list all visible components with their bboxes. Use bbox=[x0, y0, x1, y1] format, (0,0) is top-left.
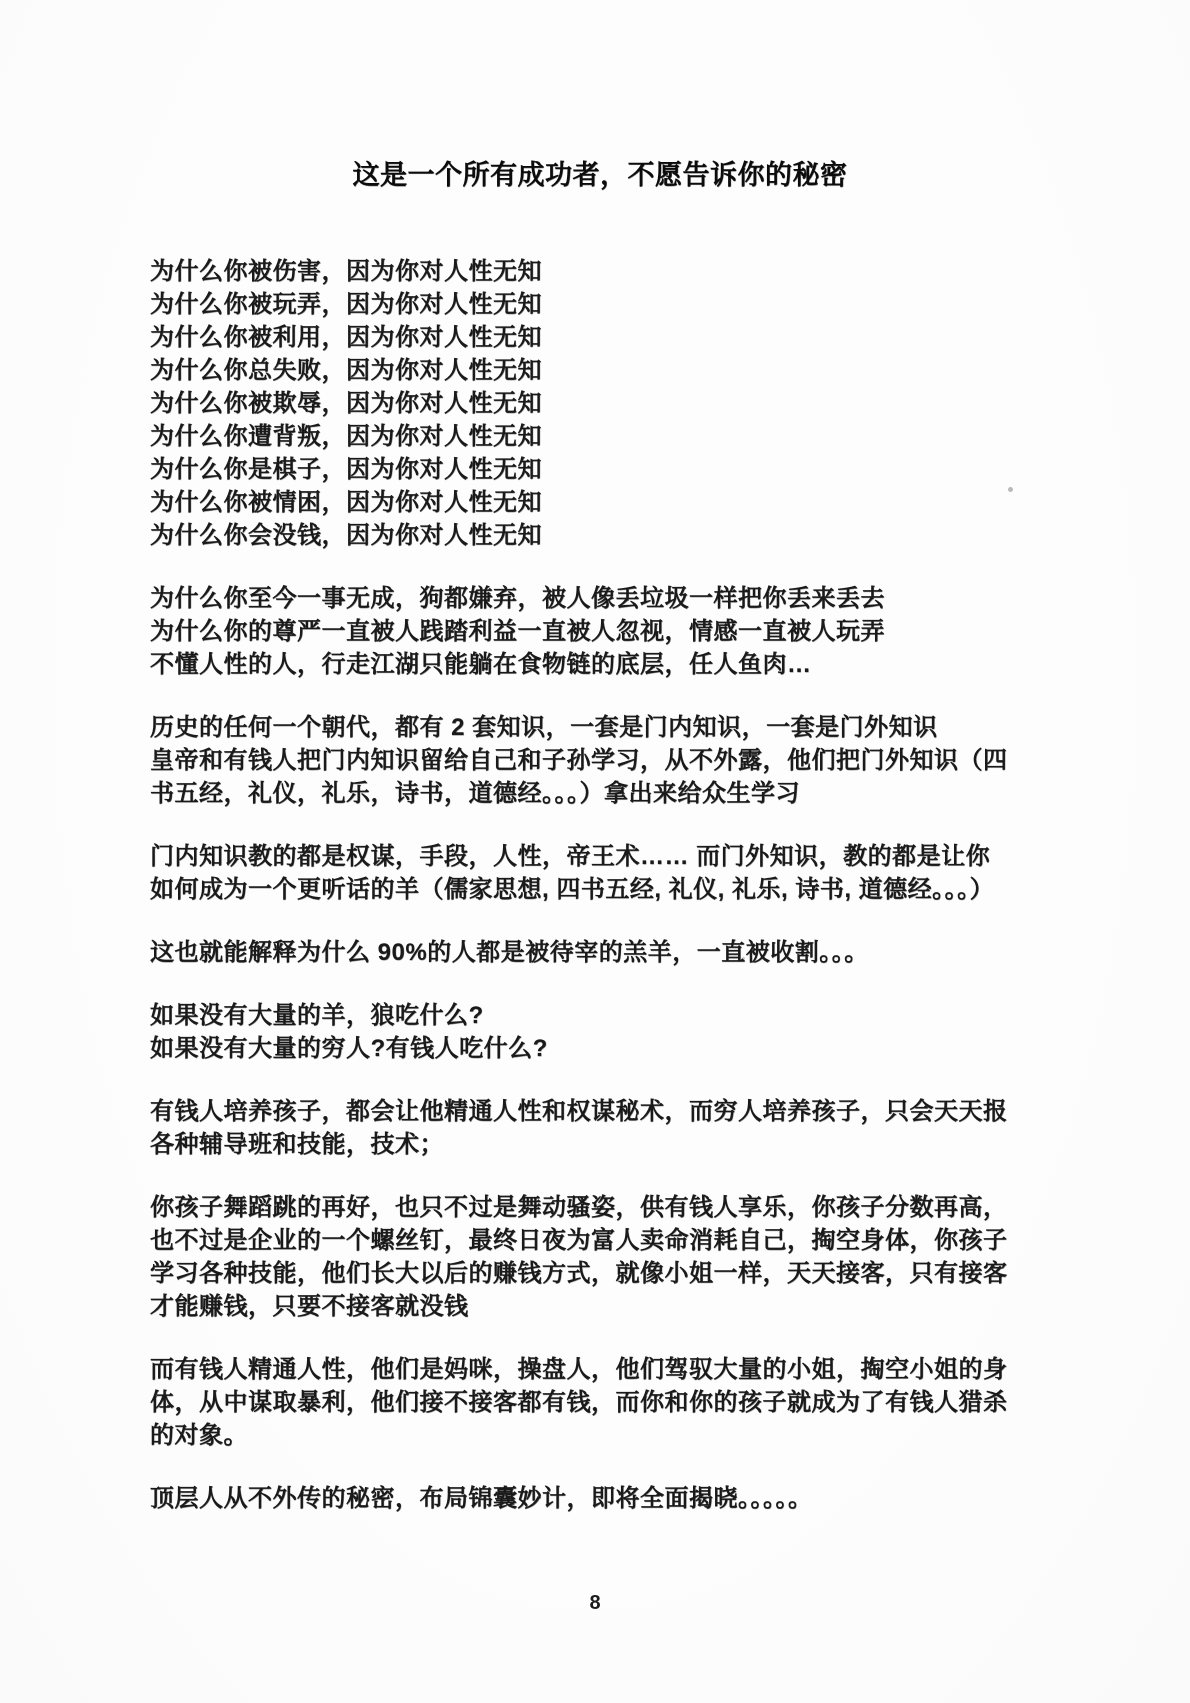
text-line: 体，从中谋取暴利，他们接不接客都有钱，而你和你的孩子就成为了有钱人猎杀 bbox=[150, 1389, 1008, 1416]
paragraph-secret-reveal bbox=[150, 1482, 1050, 1515]
paragraph-rich-masters bbox=[150, 1353, 1050, 1452]
scan-speck bbox=[742, 957, 745, 960]
paragraph-nothing-achieved bbox=[150, 582, 1050, 681]
text-line: 历史的任何一个朝代，都有 2 套知识，一套是门内知识，一套是门外知识 bbox=[150, 714, 938, 741]
text-line: 这也就能解释为什么 90%的人都是被待宰的羔羊，一直被收割。。。 bbox=[150, 939, 869, 966]
text-line: 各种辅导班和技能，技术； bbox=[150, 1131, 444, 1158]
text-line: 如何成为一个更听话的羊（儒家思想, 四书五经, 礼仪, 礼乐, 诗书, 道德经。。。） bbox=[150, 876, 995, 903]
paragraph-inner-knowledge bbox=[150, 840, 1050, 906]
text-line: 皇帝和有钱人把门内知识留给自己和子孙学习，从不外露，他们把门外知识（四 bbox=[150, 747, 1008, 774]
text-line: 也不过是企业的一个螺丝钉，最终日夜为富人卖命消耗自己，掏空身体，你孩子 bbox=[150, 1227, 1008, 1254]
text-line: 为什么你被欺辱，因为你对人性无知 bbox=[150, 390, 542, 417]
paragraph-explains-90-percent bbox=[150, 936, 1050, 969]
text-line: 不懂人性的人，行走江湖只能躺在食物链的底层，任人鱼肉… bbox=[150, 651, 812, 678]
paragraph-why-list bbox=[150, 255, 1050, 552]
page-number: 8 bbox=[589, 1592, 601, 1614]
paragraph-child-skills bbox=[150, 1191, 1050, 1323]
text-line: 学习各种技能，他们长大以后的赚钱方式，就像小姐一样，天天接客，只有接客 bbox=[150, 1260, 1008, 1287]
text-line: 为什么你被利用，因为你对人性无知 bbox=[150, 324, 542, 351]
scan-speck bbox=[1008, 487, 1013, 492]
text-line: 为什么你被伤害，因为你对人性无知 bbox=[150, 258, 542, 285]
page-content bbox=[150, 157, 1050, 1515]
text-line: 的对象。 bbox=[150, 1422, 248, 1449]
text-line: 如果没有大量的穷人?有钱人吃什么? bbox=[150, 1035, 548, 1062]
text-line: 有钱人培养孩子，都会让他精通人性和权谋秘术，而穷人培养孩子，只会天天报 bbox=[150, 1098, 1008, 1125]
text-line: 为什么你被情困，因为你对人性无知 bbox=[150, 489, 542, 516]
text-line: 为什么你被玩弄，因为你对人性无知 bbox=[150, 291, 542, 318]
text-line: 门内知识教的都是权谋，手段，人性，帝王术…… 而门外知识，教的都是让你 bbox=[150, 843, 991, 870]
paragraph-sheep-wolves bbox=[150, 999, 1050, 1065]
paragraph-raising-children bbox=[150, 1095, 1050, 1161]
text-line: 顶层人从不外传的秘密，布局锦囊妙计，即将全面揭晓。。。。。 bbox=[150, 1485, 813, 1512]
text-line: 为什么你的尊严一直被人践踏利益一直被人忽视，情感一直被人玩弄 bbox=[150, 618, 885, 645]
text-line: 为什么你会没钱，因为你对人性无知 bbox=[150, 522, 542, 549]
text-line: 而有钱人精通人性，他们是妈咪，操盘人，他们驾驭大量的小姐，掏空小姐的身 bbox=[150, 1356, 1008, 1383]
text-line: 为什么你总失败，因为你对人性无知 bbox=[150, 357, 542, 384]
text-line: 如果没有大量的羊，狼吃什么? bbox=[150, 1002, 484, 1029]
text-line: 你孩子舞蹈跳的再好，也只不过是舞动骚姿，供有钱人享乐，你孩子分数再高， bbox=[150, 1194, 1008, 1221]
text-line: 为什么你是棋子，因为你对人性无知 bbox=[150, 456, 542, 483]
text-line: 为什么你遭背叛，因为你对人性无知 bbox=[150, 423, 542, 450]
text-line: 书五经，礼仪，礼乐，诗书，道德经。。。）拿出来给众生学习 bbox=[150, 780, 800, 807]
text-line: 为什么你至今一事无成，狗都嫌弃，被人像丢垃圾一样把你丢来丢去 bbox=[150, 585, 885, 612]
page-title: 这是一个所有成功者，不愿告诉你的秘密 bbox=[352, 160, 848, 190]
paragraph-two-knowledge-sets bbox=[150, 711, 1050, 810]
text-line: 才能赚钱，只要不接客就没钱 bbox=[150, 1293, 469, 1320]
